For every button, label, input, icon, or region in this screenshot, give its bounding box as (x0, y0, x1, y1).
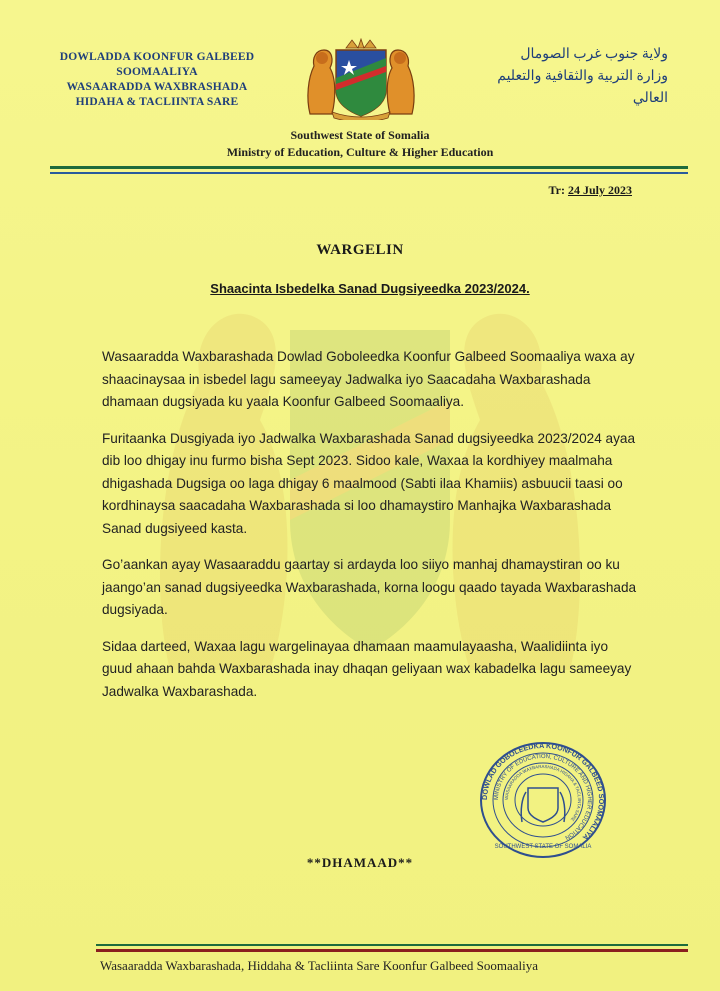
coat-of-arms-emblem (302, 38, 420, 120)
header-left-line: WASAARADDA WAXBRASHADA (66, 81, 248, 93)
body-paragraph: Wasaaradda Waxbarashada Dowlad Goboleedka Koonfur Galbeed Soomaaliya waxa ay shaacinaysaa in isbedel lagu sameeyay Jadwalka iyo Saacadaha Waxbarashada dhamaan dugsiyada ku yaala Koonfur Galbeed Soomaaliya. (102, 349, 635, 409)
closing-mark: **DHAMAAD** (306, 855, 414, 870)
header-right-line: ولاية جنوب غرب الصومال (520, 47, 668, 62)
header-english-ministry: Ministry of Education, Culture & Higher Education (226, 145, 494, 159)
header-somali-block (52, 50, 262, 110)
header-right-line: وزارة التربية والثقافية والتعليم العالي (497, 69, 668, 106)
letter-body (102, 346, 642, 717)
stamp-middle-text: MINISTRY OF EDUCATION, CULTURE AND HIGHER EDUCATION (493, 753, 593, 841)
stamp-shield-icon (528, 788, 558, 822)
body-paragraph: Sidaa darteed, Waxaa lagu wargelinayaa dhamaan maamulayaasha, Waalidiinta iyo guud ahaan bahda Waxbarashada inay dhaqan geliyaan wax kabadelka lagu sameeyay Jadwalka Waxbarashada. (102, 638, 632, 699)
letter-subtitle: Shaacinta Isbedelka Sanad Dugsiyeedka 2023/2024. (210, 281, 530, 296)
letter-date (549, 183, 632, 198)
body-paragraph: Furitaanka Dusgiyada iyo Jadwalka Waxbarashada Sanad dugsiyeedka 2023/2024 ayaa dib loo dhigay inu furmo bisha Sept 2023. Sidoo kale, Waxaa la kordhiyey maalmaha dhigashada Dugsiga oo laga dhigay 6 maalmood (Sabti ilaa Khamiis) asbuucii taasi oo kordhinaysa saacadaha Waxbarashada si loo dhamaystiro Manhajka Waxbarashada Sanad dugsiyeed kasta. (102, 430, 636, 536)
footer-rule-green (96, 944, 688, 946)
header-rule-blue (50, 172, 688, 174)
stamp-inner-text: WASAARADDA WAXBARASHADA HIDAHA & TACLIINTA SARE (503, 763, 583, 823)
footer-text: Wasaaradda Waxbarashada, Hiddaha & Tacliinta Sare Koonfur Galbeed Soomaaliya (100, 958, 538, 973)
header-left-line: DOWLADDA KOONFUR GALBEED (59, 51, 255, 63)
header-rule-green (50, 166, 688, 169)
official-stamp (478, 740, 608, 860)
letter-title: WARGELIN (316, 242, 404, 258)
stamp-outer-text: DOWLAD GOBOLEEDKA KOONFUR GALBEED SOOMAALIYA (479, 740, 607, 843)
footer-rule-red (96, 949, 688, 952)
body-paragraph: Go’aankan ayay Wasaaraddu gaartay si ardayda loo siiyo manhaj dhamaystiran oo ku jaango’an sanad dugsiyeedka Waxbarashada, korna loogu qaado tayada Waxbarashada dugsiyada. (102, 557, 637, 617)
date-value: 24 July 2023 (567, 183, 632, 197)
date-prefix: Tr: (548, 183, 565, 197)
header-english-state: Southwest State of Somalia (290, 128, 430, 142)
header-arabic-block (468, 44, 668, 110)
stamp-bottom-text: SOUTHWEST STATE OF SOMALIA (494, 844, 592, 850)
header-left-line: HIDAHA & TACLIINTA SARE (75, 96, 239, 108)
header-left-line: SOOMAALIYA (116, 66, 198, 78)
